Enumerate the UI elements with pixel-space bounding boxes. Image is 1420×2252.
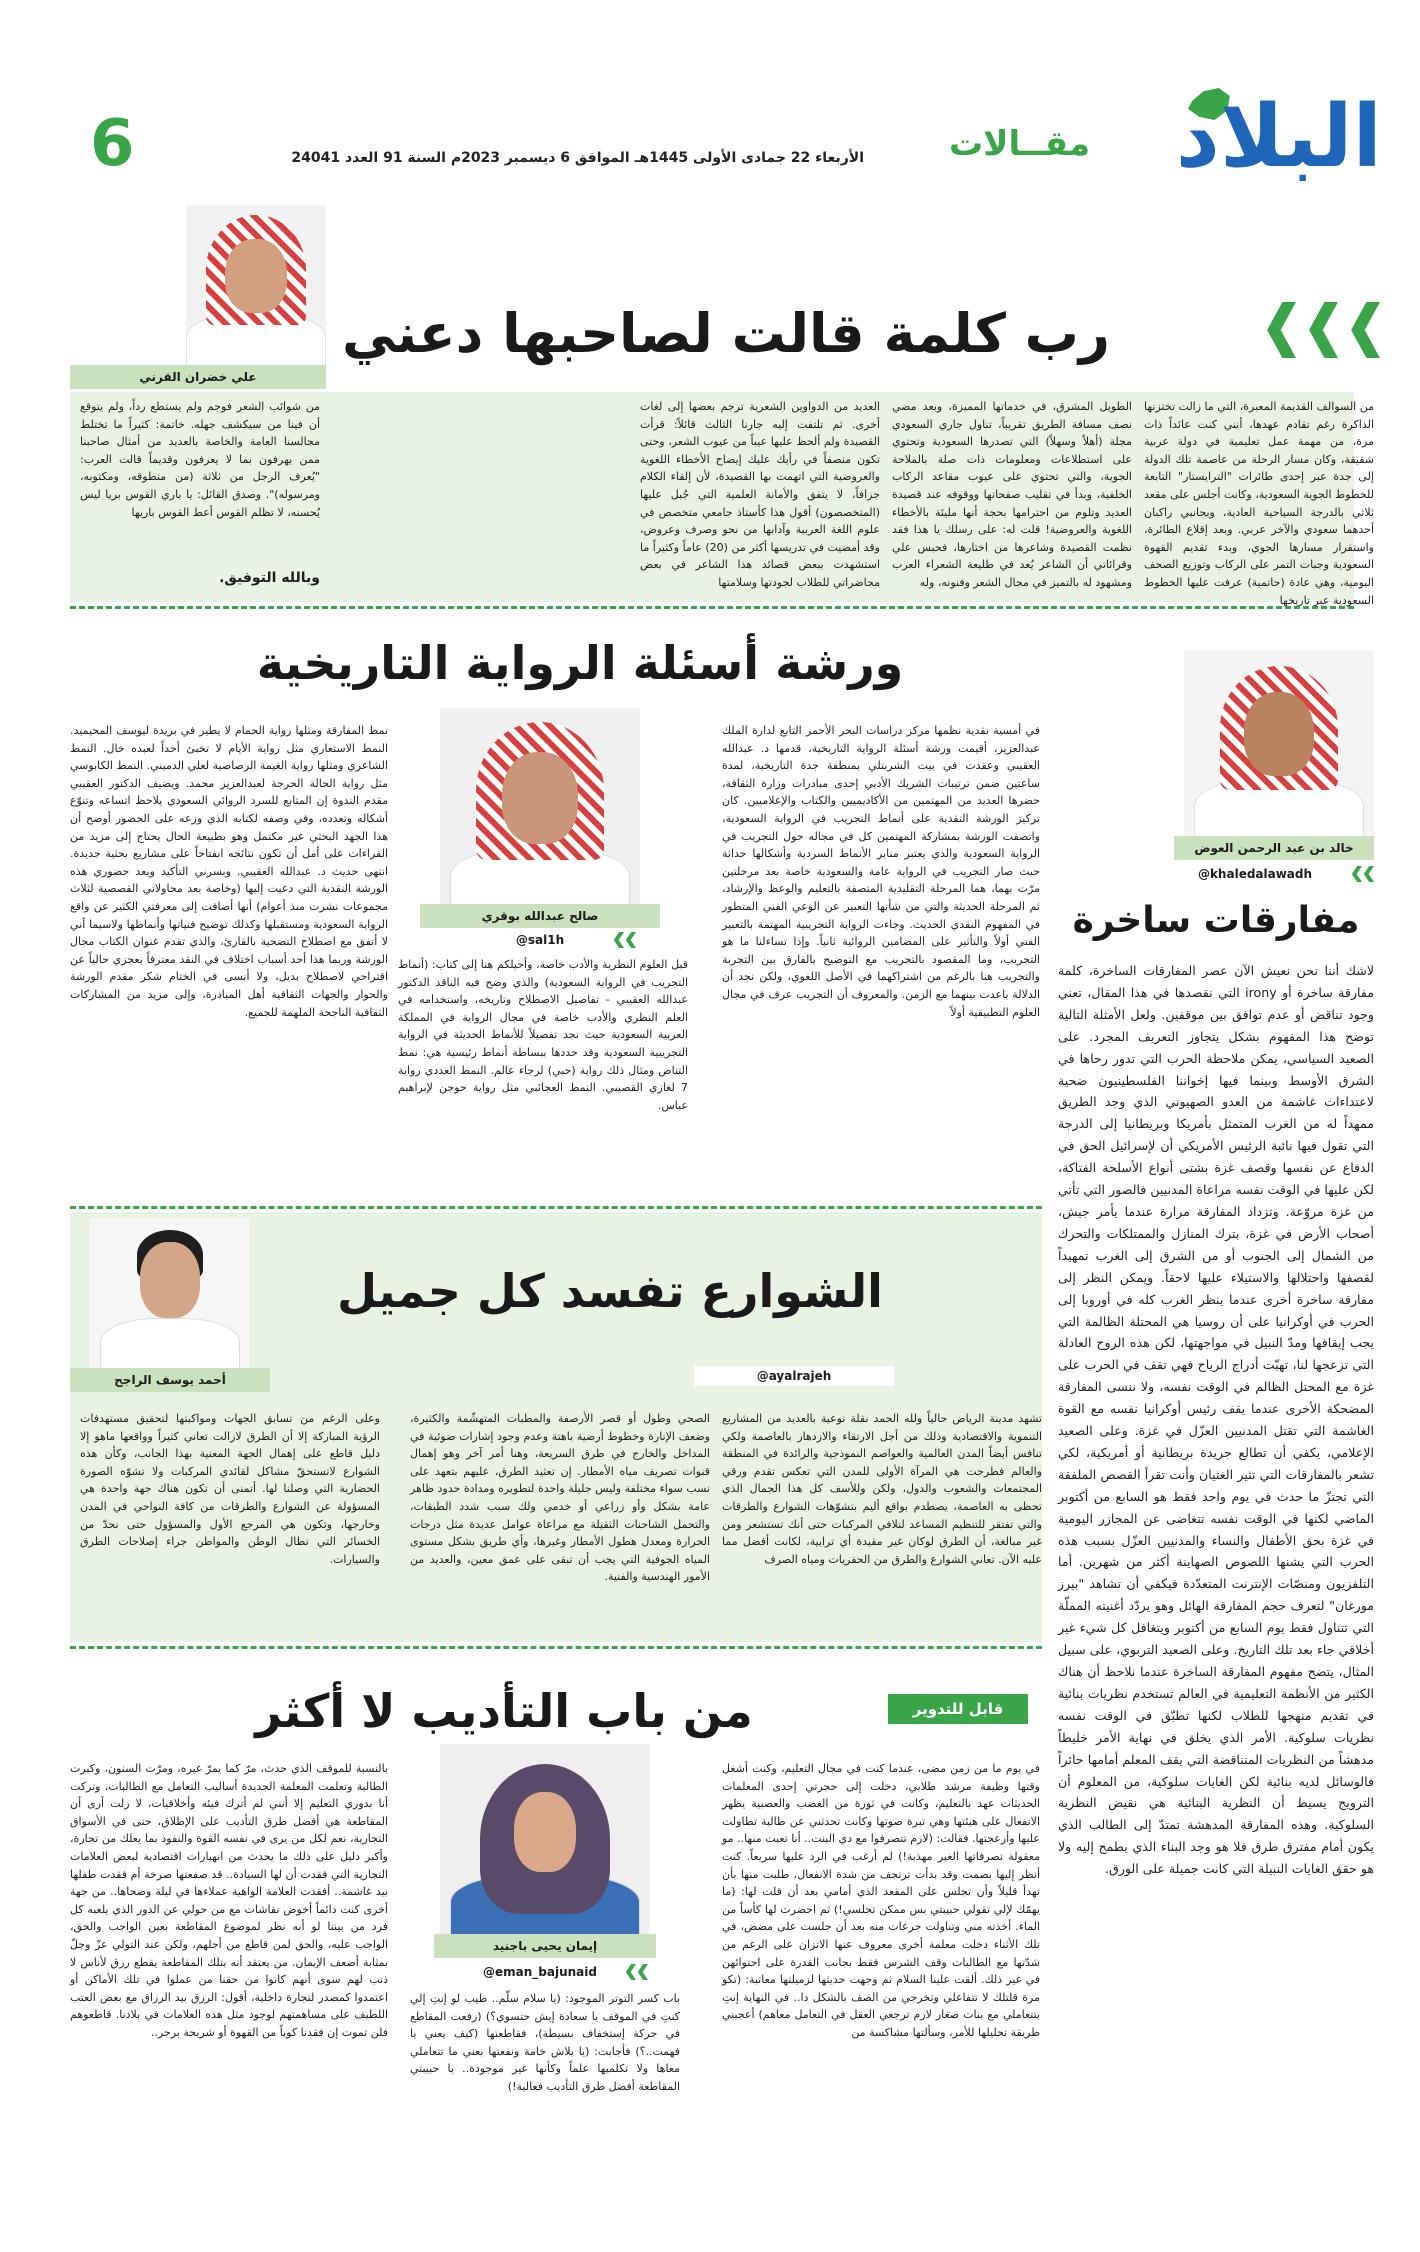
author-name: علي خضران القرني: [70, 365, 326, 389]
author-name: خالد بن عبد الرحمن العوض: [1174, 836, 1374, 860]
article-2-col-1: في أمسية نقدية نظمها مركز دراسات البحر الأحمر التابع لدارة الملك عبدالعزيز، أقيمت ورشة أسئلة الرواية التاريخية، قدمها د. عبدالله العقيبي وعقدت في بيت الشربتلي بمنطقة جدة التاريخية، لمدة ساعتين ضمن ترتيبات الشريك الأدبي إحدى مبادرات وزارة الثقافة، حضرها العديد من المهتمين من الأكاديميين والكتاب والإعلاميين. كان تركيز الورشة النقدية على أنماط التجريب في الرواية السعودية، واتصفت الورشة بمشاركة المهتمين كل في مجاله حول التجريب في الرواية السعودية والذي يعتبر منابر الأنماط السردية وأشكالها حداثة حيث صار التجريب في الرواية عامة والسعودية خاصة بعد مرحلتين مرّت بهما، هما المرحلة التقليدية المتصفة بالتعليم والوعظ والإرشاد، ثم المرحلة الحديثة والتي من شأنها التعبير عن الوعي الفني المتطور في المفهوم النقدي الحديث. وجاءت الرواية التجريبية المهتمة بالتعبير الفني أولاً والتأثير على المضامين الروائية ثانياً. وإذا تساءلنا ما هو التجريب، وما المقصود بالتجريب مع التوضيح بالفارق بين التجربة والتجريب هنا بالرغم من اشتراكهما في الأصل اللغوي، ولكن نجد أن الدلالة باعدت بينهما مع الزمن. والمعروف أن التجريب عرف في مجال العلوم التطبيقية أولاً: [722, 724, 1040, 1019]
chevron-icon: [1262, 302, 1296, 358]
chevron-icon: [1350, 866, 1362, 882]
article-4-col-1: تشهد مدينة الرياض حالياً ولله الحمد نقلة نوعية بالعديد من المشاريع التنموية والاقتصادية وذلك من أجل الارتقاء والازدهار بالعاصمة ولكي تنافس أيضاً المدن العالمية والعواصم النموذجية والرائدة في المنطقة والعالم فطرحت هي المرآة الأولى للمدن التي تعكس تقدم ورقي المجتمعات والشعوب والدول، ولكن وللأسف كل هذا الجمال الذي تحظى به العاصمة، يصطدم بواقع أليم بتشوّهات الشوارع والطرقات والتي تفتقر للتنظيم المساعد لتلافي المركبات حتى أنك تستشعر ومن غير مبالغة، أن الطرق لوكان غير مقيدة أي ترابية، لكانت أفضل مما عليه الآن. تعاني الشوارع والطرق من الحفريات ومياه الصرف: [722, 1412, 1042, 1566]
author-handle: @ayalrajeh: [694, 1366, 894, 1386]
article-1-col-4: من شوائب الشعر فوجم ولم يستطع رداً، ولم يتوقع أن فينا من سيكشف جهله. خاتمة: كثيراً ما تختلط مجالسنا العامة والخاصة بالعديد من أمثال صاحبنا ممن يهرفون بما لا يعرفون وقديماً قالت العرب: "يُعرف الرجل من ثلاثة (من منطوقه، ومكتوبه، ومرسوله)". وصدق القائل: يا باري القوس بريا ليس يُحسنه، لا تظلم القوس أعط القوس باريها: [80, 400, 320, 519]
article-4-col-3: وعلى الرغم من تسابق الجهات ومواكبتها لتحقيق مستهدفات الرؤية المباركة إلا أن الطرق لازالت تعاني كثيراً وواقعها ماهو إلا دليل قاطع على إهمال الجهة المعنية بهذا الجانب، وكأن هذه الشوارع لاتستحقّ مشاكل لقائدي المركبات ولا تشوّه الصورة الحضارية التي وصلنا لها. أتمنى أن تكون هناك جهة واحدة هي المسؤولة عن الشوارع والطرقات من كافة النواحي في المدن وخارجها، وتكون هي المرجع الأول والمسؤول حتى نحدّ من الخسائر التي تطال الوطن والمواطن جراء إصلاحات الطرق والسيارات.: [80, 1412, 380, 1566]
section-title: مقــالات: [948, 124, 1090, 164]
chevron-icon: [624, 932, 636, 948]
chevron-icon: [1362, 866, 1374, 882]
author-handle: @eman_bajunaid: [483, 1965, 597, 1979]
divider: [70, 1206, 1042, 1209]
article-1-signoff: وبالله التوفيق.: [219, 570, 320, 586]
author-name: أحمد يوسف الراجح: [70, 1368, 270, 1392]
author-handle: @khaledalawadh: [1197, 867, 1313, 881]
column-label: قابل للتدوير: [888, 1694, 1028, 1724]
article-1-col-2: الطويل المشرق، في خدماتها المميزة، وبعد مضي نصف مسافة الطريق تقريباً، تناول جاري السعودي مجلة (أهلاً وسهلاً) التي تصدرها السعودية وتحتوي على استطلاعات ومعلومات ذات صلة بالملاحة الجوية، والتي تحتوي على عيوب مقاعد الركاب الخلفية، وبدأ في تقليب صفحاتها ووقوفه عند قصيدة العديد وتلوم من احترامها بحجة أنها مليئة بالأخطاء اللغوية والعروضية! قلت له: على رسلك يا هذا فقد نظمت القصيدة وشاعرها من اختارها، فحبس علي وقرائاتي أن الشاعر يُعد في طليعة الشعراء العرب ومشهود له بالتميز في مجال الشعر وفنونه، وله: [892, 400, 1132, 589]
author-photo: [1184, 650, 1374, 836]
author-photo: [186, 205, 326, 365]
author-photo: [440, 1744, 650, 1934]
article-5-title: من باب التأديب لا أكثر: [255, 1684, 753, 1738]
article-1-col-1: من السوالف القديمة المعبرة، التي ما زالت تختزنها الذاكرة رغم تقادم عهدها، أنني كنت عائداً ذات مرة، من مهمة عمل تعليمية في دولة عربية شقيقة، وكان مسار الرحلة من عاصمة تلك الدولة إلى جدة عبر إحدى طائرات "الترايستار" التابعة للخطوط الجوية السعودية، وكانت أجلس على مقعد ثلاثي بالدرجة السياحية العادية، وبجانبي راكبان أحدهما سعودي والآخر عربي. وبعد إقلاع الطائرة، واستقرار مسارها الجوي، وبدء تقديم القهوة السعودية وجبات التمر على الركاب وتوزيع الصحف اليومية، وهي عادة (حاتمية) عرفت عليها الخطوط السعودية عبر تاريخها: [1144, 400, 1374, 607]
article-3-title: مفارقات ساخرة: [1072, 900, 1360, 941]
chevron-icon: [624, 1964, 636, 1980]
article-1-col-3: العديد من الدواوين الشعرية ترجم بعضها إلى لغات أخرى. ثم تلتفت إليه جارنا الثالث قائلاً: قرأت القصيدة ولم ألحظ عليها عيباً من عيوب الشعر، وحتى تكون منصفاً في رأيك عليك إيضاح الأخطاء اللغوية والعروضية التي اتهمت بها القصيدة، لأن إلقاء الكلام جزافاً، لا يتفق والأمانة العلمية التي جُبل عليها (المتخصصون) أقول هذا كأستاذ جامعي متخصص في علوم اللغة العربية وآدابها من نحو وصرف وعروض، وقد أمضيت في تدريسها أكثر من (20) عاماً وكثيراً ما استشهدت ببعض قصائد هذا الشاعر في بعض محاضراتي للطلاب لجودتها وسلامتها: [640, 400, 880, 589]
article-5-col-2: باب كسر التوتر الموجود: (يا سلام سلّم.. طيب لو إنتِ إلي كنتِ في الموقف يا سعادة إيش حتسوي؟) (رفعت المقاطع في حركة إستخفاف بسيطة)، فقاطعتها (كيف يعني يا فهمت..؟) فأجابت: (يا بلاش خامة ونفعتها بعني ما تتعاملي معاها ولا تكلميها علماً وكأنها غير موجودة.. يا حبيبتي المقاطعة أفضل طرق التأديب فعالية!): [410, 1992, 680, 2093]
article-5-col-1: في يوم ما من زمن مضى، عندما كنت في مجال التعليم، وكنت أشغل وقتها وظيفة مرشد طلابي، دخلت إلى حجرتي إحدى المعلمات الحديثات عهد بالتعليم، وكانت في ثورة من الغضب والعصبية يظهر الانفعال على هيئتها وهي تبرة صوتها وكانت تحدثني عن طالبة تطاولت عليها وأزعجتها. فقالت: (لازم تتصرفوا مع دي البنت.. أنا تعبت منها.. مو معقولة تصرفاتها الغير مهذبة!) لم أرغب في الرد عليها سريعاً. كنت أنظر إليها بصمت وقد بدأت ترتجف من شدة الانفعال، طلبت منها بأن تهدأ قليلاً وأن تجلس على المقعد الذي أمامي بعد أن قلت لها: (ما يهمّك لإلي تقولي حبيبتي بس ممكن تجلسي!) ثم احضرت لها كأساً من الماء. أخذته مني وتناولت جرعات منه بعد أن جلست على مضض، في تلك الأثناء دخلت معلمة أخرى معروف عنها الاتزان على الرغم من شدّتها مع الطالبات وقف الشرس فقط بجانب القدرة على احتوائهن في غير ذلك. ألقت علينا السلام ثم وجهت حديثها لزميلتها معاتبة: (تكو مرة قلتلك لا تتفاعلي وتخرجي من الصف بالشكل دا.. في النهاية إنتِ بتتعاملي مع بنات صغار لازم ترجعي العقل في التعامل معاهم) أعجبني طريقة تحليلها للأمر، وسألتها مشاكسة من: [722, 1762, 1040, 2039]
chevron-icon: [612, 932, 624, 948]
divider: [70, 1646, 1042, 1649]
newspaper-logo: [1162, 88, 1382, 196]
author-handle: @sal1h: [515, 933, 565, 947]
article-4-col-2: الصحي وطول أو قصر الأرصفة والمطبات المتهشّمة والكثيرة، وضعف الإنارة وخطوط أرضية باهتة وعدم وجود إشارات ضوئية في المداخل والخارج في طرق السريعة، وهنا أمر آخر وهو إهمال قنوات تصريف مياه الأمطار. إن تعثيد الطرق، عليهم بتعهد على نسب سواء مختلفة وليس جليلة واحدة لتطويره ومدادة حدود ظاهر عامة بشكل وأو زراعي أو خدمي ولك سبب شدد الطبقات، والتحمل الشاحنات الثقيلة مع مراعاة عوامل عديدة مثل درجات الحرارة ومعدل هطول الأمطار وغيرها، وأي طريق بشكل مستوى المياه الجوفية التي يجب أن تبقى على عمق معين، والعديد من الأمور الهندسية والفنية.: [410, 1412, 710, 1584]
article-1-title: رب كلمة قالت لصاحبها دعني: [342, 302, 1110, 365]
page-number: 6: [90, 107, 135, 181]
chevron-icon: [1304, 302, 1338, 358]
logo-text: البلاد: [1175, 87, 1382, 187]
article-2-col-2: قبل العلوم النظرية والأدب خاصة، وأحيلكم هنا إلى كتاب: (أنماط التجريب في الرواية السعودية) والذي وضح فيه الناقد الدكتور عبدالله العقيبي - تفاصيل الاصطلاح وتاريخه، واستخدامه في العلم النظري والأدب خاصة في مجال الرواية في المملكة العربية السعودية حيث نجد تفصيلاً للأنماط الحديثة في الرواية التجريبية السعودية وقد حددها ببساطة أنماط رئيسية هي: نمط التناص ومثال ذلك رواية (حبي) لرجاء عالم. النمط العددي رواية 7 لغازي القصيبي. النمط العجائبي مثل رواية حوجن لإبراهيم عباس.: [398, 958, 688, 1112]
author-photo: [90, 1218, 250, 1368]
article-2-col-3: نمط المفارقة ومثلها رواية الحمام لا يطير في بريدة ليوسف المحيميد. النمط الاستعاري مثل رواية الأيام لا تخبئ أحداً لعبده خال. النمط الشاعري ومثلها رواية الغيمة الرصاصية لعلي الدميني. النمط الكابوسي مثل رواية الحالة الحرجة لعبدالعزيز محمد. ويضيف الدكتور العقيبي مقدم الندوة إن المتابع للسرد الروائي السعودي يلاحظ اتساعه وتنوّع أشكاله وتعدده، وفي وصفه لكتابه الذي وزعه على الحضور أوضح أن هذا الجهد البحثي غير مكتمل وهو بطبيعة الحال يحتاج إلى مزيد من القراءات على أمل أن تكون نتائجه انفتاحاً على مشاريع بحثية جديدة. انتهى حديث د. عبدالله العقيبي. وبسرني التأكيد وبعد حضوري هذه الورشة النقدية التي دعيت إليها (وخاصة بعد محاولاتي القصصية لثلاث مجموعات نشرت منذ أعوام) أنها أضافت إلى معرفتي الكثير عن واقع الرواية السعودية ومستقبلها وكذلك توضيح فنياتها وأنماطها ولاسيما أني لا أتفق مع اصطلاح التضحية بالقارئ، والذي تقدم عنوان الكتاب مجال الورشة وربما هذا أحد أسباب اختلاف في النقد معترفاً بعجزي حالياً عن اقتراحي لاصطلاح بديل، ولا أنسى في الختام شكر مقدم الورشة والحوار والجهات الثقافية أهل المبادرة، وإلى مزيد من المشاركات الثقافية الناجحة الملهمة للجميع.: [70, 724, 388, 1019]
author-name: صالح عبدالله بوقري: [420, 904, 660, 928]
divider: [70, 606, 1354, 609]
article-4-title: الشوارع تفسد كل جميل: [337, 1264, 883, 1318]
article-2-title: ورشة أسئلة الرواية التاريخية: [256, 636, 904, 690]
author-name: إيمان يحيى باجنيد: [434, 1934, 656, 1958]
author-photo: [440, 708, 640, 904]
chevron-icon: [1346, 302, 1380, 358]
chevron-icon: [636, 1964, 648, 1980]
article-3-body: لاشك أننا نحن نعيش الآن عصر المفارقات الساخرة، كلمة مفارقة ساخرة أو irony التي نقصدها في هذا المقال، تعني وجود تناقض أو عدم توافق بين موقفين. ولعل الأمثلة التالية توضح هذا المفهوم بشكل يتجاوز التعريف المجرد. على الصعيد السياسي، يمكن ملاحظة الحرب التي تدور رحاها في الشرق الأوسط وبينما فيها إخواننا الفلسطينيون ضحية لاعتداءات غاشمة من العدو الصهيوني الذي وجد الطريق ممهداً له من الغرب المتمثل بأمريكا وبريطانيا إلى الدرجة التي تقول فيها نائبة الرئيس الأمريكي أن لإسرائيل الحق في الدفاع عن نفسها وقصف غزة بشتى أنواع الأسلحة الفتاكة، لكن عليها في الوقت نفسه مراعاة المدنيين فالصور التي تأتي من غزة مروّعة. وتزداد المفارقة مرارة عندما يأمر جيش، أصحاب الأرض في غزة، بترك المنازل والممتلكات والتحرك من الشمال إلى الجنوب أو من الشرق إلى الغرب تمهيداً لقصفها واحتلالها والاستيلاء عليها لاحقاً. ويمكن النظر إلى مفارقة ساخرة أخرى عندما ينظر الغرب كله في أوروبا إلى الحرب في أوكرانيا على أن روسيا هي المحتلة الظالمة التي يجب إيقافها ومدّ النبيل في مواجهتها، لكن هذه الروح العادلة التي تزعجها لنا، تهبّت أدراج الرياح فهي تقف في الحرب على غزة مع المحتل الظالم في الوقت نفسه، ولا ننسى المفارقة المضحكة الأخرى عندما يقف رئيس أوكرانيا نفسه مع القوة الغاشمة التي تقتل المدنيين العزّل في غزة. وعلى الصعيد الإعلامي، يكفي أن تطالع جريدة بريطانية أو أمريكية، لكي تشعر بالمفارقات التي تثير الغثيان وأنت تقرأ القصص الملفقة التي تجتزّ ما حدث في يوم واحد فقط هو السابع من أكتوبر الماضي لكنها في الوقت نفسه تتغاضى عن المجازر اليومية في غزة بحق الأطفال والنساء والمدنيين العزّل بسبب هذه الحرب التي يشنها اللصوص الصهاينة أكثر من شهرين. أما التلفزيون ومنصّات الإنترنت المتعدّدة فيكفي أن تشاهد "بيرز مورغان" لتعرف حجم المفارقة الهائل وهو يردّد أغنيته المملّة التي تتناول فقط يوم السابع من أكتوبر ويتغافل كل شيء غير أخلاقي جاء بعد تلك التاريخ. وعلى الصعيد التربوي، على سبيل المثال، يتضح مفهوم المفارقة الساخرة عندما نلاحظ أن هناك الكثير من الأنظمة التعليمية في العالم تستخدم نظريات بنائية في تقديم منهجها للطلاب لكنها تطبّق في الوقت نفسه نظريات سلوكية. الأمر الذي يخلق في نهاية الأمر خليطاً مدهشاً من النظريات المتناقضة التي يقف المعلم أمامها حائراً فالوسائل لديه بنائية لكن الغايات سلوكية، من المعلوم أن الترويج يسيط أن النظرية البنائية هي نقيض النظرية السلوكية. وهذه المفارقة المدهشة تمتدّ إلى الطالب الذي يكون أمام مفترق طرق فلا هو وجد البناء الذي يطمح إليه ولا هو حقق الغايات النبيلة التي كانت جميلة على الورق.: [1058, 963, 1374, 1877]
dateline: الأربعاء 22 جمادى الأولى 1445هـ الموافق 6 ديسمبر 2023م السنة 91 العدد 24041: [291, 150, 864, 166]
article-5-col-3: بالنسبة للموقف الذي حدث، مرّ كما يمرّ غيره، ومرّت السنون، وكبرت الطالبة وتعلمت المعلمة الجديدة أساليب التعامل مع الطالبات، وتركت أنا بدوري التعليم إلا أنني لم أترك فيئه وأخلاقيات، لا زلت أرى أن المقاطعة هي أفضل طرق التأديب على الإطلاق، حتى في الأسواق التجارية، نعم لكل من يرى في نفسه القوة والنفوذ بما يعلك من تجارة، وأكبر دليل على ذلك ما يحدث من انهيارات اقتصادية لبعض العلامات التجارية التي فقدت أن لها السيادة.. قد صفعتها صرخة أم فقدت طفلها بيد غاشمة.. أفقدت العلامة الواهية عملاءها في ليلة وضحاها.. من جهة أخرى كنت دائماً أخوض نقاشات مع من حولي عن الدور الذي يلعبه كل فرد من بيننا لو أنه نظر لموضوع المقاطعة بعين الواجب والحق، الواجب عليه، والحق لمن قاطع من أجلهم، ولكن عند التولي عزّ وجلّ بمثابة أضعف الإيمان. من يعتقد أنه بتلك المقاطعة يقطع رزق لأناس لا ذنب لهم سوى أنهم كانوا من حقنا من عملوا في تلك الأماكن أو اعتمدوا كمصدر لتجارة داخلية، أقول: الرزق بيد الرزاق مع بعض العتب اللطيف على مساهمتهم لوجود مثل هذه العلامات في بلادنا. قاطعوهم فلن تموت إن فقدنا كوباً من القهوة أو شريحة برجر..: [70, 1762, 388, 2039]
